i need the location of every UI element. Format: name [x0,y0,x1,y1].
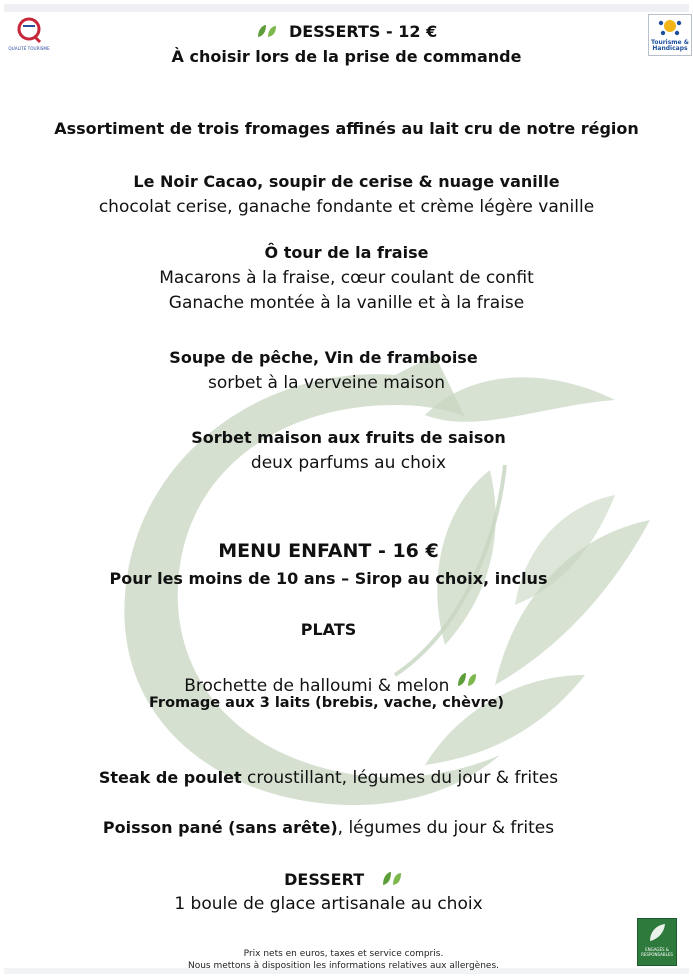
desserts-heading-line [0,22,693,41]
dessert-item-title: Assortiment de trois fromages affinés au lait cru de notre région [54,119,639,138]
kids-dish2-rest: croustillant, légumes du jour & frites [241,768,559,788]
ecolabel-leaf-icon [638,919,676,945]
desserts-subheading: À choisir lors de la prise de commande [171,47,522,66]
dessert-item-desc: chocolat cerise, ganache fondante et crème légère vanille [98,197,595,217]
dessert-item-title: Soupe de pêche, Vin de framboise [169,348,478,367]
kids-menu-subheading: Pour les moins de 10 ans – Sirop au choix, inclus [109,569,548,588]
leaf-icon [455,669,479,689]
kids-dessert-desc: 1 boule de glace artisanale au choix [174,894,483,914]
dessert-item-desc: Macarons à la fraise, cœur coulant de confit [159,268,534,288]
kids-dish3-rest: , légumes du jour & frites [337,818,555,838]
kids-menu-heading: MENU ENFANT - 16 € [218,540,439,562]
desserts-heading: DESSERTS - 12 € [288,22,438,41]
kids-dessert-label: DESSERT [284,870,365,889]
kids-dessert-line [0,869,690,889]
kids-dish1-title: Brochette de halloumi & melon [184,676,450,696]
leaf-icon [256,23,278,39]
qualite-tourisme-text: QUALITÉ TOURISME [8,46,50,51]
dessert-item-title: Le Noir Cacao, soupir de cerise & nuage vanille [133,172,560,191]
logo-right-text-2: Handicaps [652,45,688,52]
ecolabel-text: ENGAGÉS & RESPONSABLES [641,947,673,957]
footer-line-2: Nous mettons à disposition les informations relatives aux allergènes. [187,961,500,971]
footer-line-1: Prix nets en euros, taxes et service compris. [243,949,444,959]
kids-dish1-desc: Fromage aux 3 laits (brebis, vache, chèvre) [148,695,505,711]
dessert-item-title: Ô tour de la fraise [264,243,429,262]
dessert-item-desc: Ganache montée à la vanille et à la fraise [168,293,525,313]
leaf-icon [381,869,403,887]
logo-right-text-1: Tourisme & [651,39,689,46]
kids-dish3-bold: Poisson pané (sans arête) [102,818,338,837]
kids-dish-line [0,669,678,696]
kids-dish2-line [0,768,675,788]
dessert-item-title: Sorbet maison aux fruits de saison [191,428,506,447]
ecolabel-logo [637,918,677,966]
kids-dish2-bold: Steak de poulet [98,768,242,787]
dessert-item-desc: deux parfums au choix [250,453,447,473]
plats-label: PLATS [300,620,357,639]
dessert-item-desc: sorbet à la verveine maison [207,373,446,393]
kids-dish3-line [0,818,675,838]
